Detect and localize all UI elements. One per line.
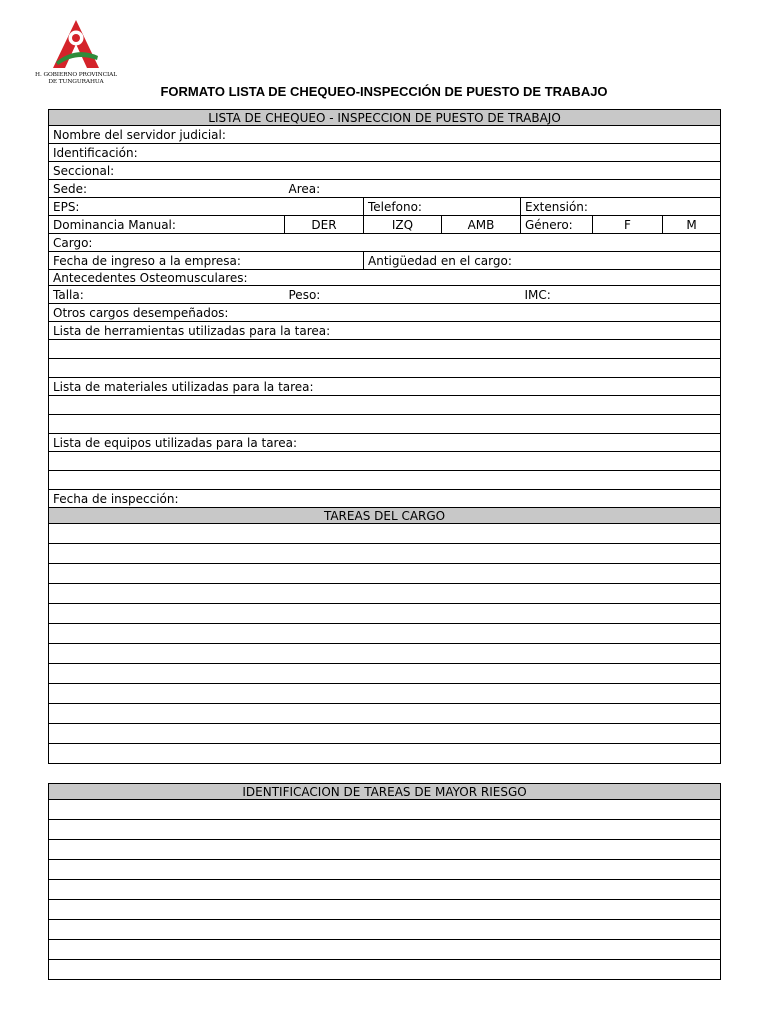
checklist-form bbox=[48, 109, 721, 980]
task-cell[interactable] bbox=[49, 544, 721, 564]
field-antiguedad[interactable]: Antigüedad en el cargo: bbox=[364, 252, 721, 270]
section-header-tareas bbox=[49, 508, 721, 524]
row-equipos bbox=[49, 434, 721, 452]
row-talla bbox=[49, 286, 721, 304]
row-cargo bbox=[49, 234, 721, 252]
risk-cell[interactable] bbox=[49, 820, 721, 840]
option-der[interactable]: DER bbox=[285, 216, 364, 234]
task-row bbox=[49, 604, 721, 624]
risk-row bbox=[49, 900, 721, 920]
task-cell[interactable] bbox=[49, 624, 721, 644]
logo-text-line2: DE TUNGURAHUA bbox=[48, 79, 104, 85]
row-materiales bbox=[49, 378, 721, 396]
task-row bbox=[49, 684, 721, 704]
risk-cell[interactable] bbox=[49, 860, 721, 880]
row-otros-cargos bbox=[49, 304, 721, 322]
task-cell[interactable] bbox=[49, 524, 721, 544]
field-talla[interactable]: Talla: bbox=[49, 286, 285, 304]
row-dominancia bbox=[49, 216, 721, 234]
risk-row bbox=[49, 800, 721, 820]
field-otros-cargos[interactable]: Otros cargos desempeñados: bbox=[49, 304, 721, 322]
row-antecedentes bbox=[49, 270, 721, 286]
row-nombre bbox=[49, 126, 721, 144]
field-identificacion[interactable]: Identificación: bbox=[49, 144, 721, 162]
task-cell[interactable] bbox=[49, 724, 721, 744]
row-sede-area bbox=[49, 180, 721, 198]
task-cell[interactable] bbox=[49, 664, 721, 684]
task-row bbox=[49, 564, 721, 584]
task-cell[interactable] bbox=[49, 744, 721, 764]
provincial-emblem-icon bbox=[50, 18, 102, 70]
risk-row bbox=[49, 920, 721, 940]
task-row bbox=[49, 624, 721, 644]
risk-row bbox=[49, 940, 721, 960]
option-amb[interactable]: AMB bbox=[442, 216, 521, 234]
field-herramientas[interactable]: Lista de herramientas utilizadas para la tarea: bbox=[49, 322, 721, 340]
field-fecha-inspeccion[interactable]: Fecha de inspección: bbox=[49, 490, 721, 508]
task-cell[interactable] bbox=[49, 604, 721, 624]
task-cell[interactable] bbox=[49, 644, 721, 664]
task-row bbox=[49, 644, 721, 664]
section-header-main bbox=[49, 110, 721, 126]
logo-text-line1: H. GOBIERNO PROVINCIAL bbox=[35, 72, 117, 78]
field-nombre[interactable]: Nombre del servidor judicial: bbox=[49, 126, 721, 144]
row-identificacion bbox=[49, 144, 721, 162]
field-materiales[interactable]: Lista de materiales utilizadas para la tarea: bbox=[49, 378, 721, 396]
row-fecha-inspeccion bbox=[49, 490, 721, 508]
blank-row bbox=[49, 471, 721, 490]
blank-row bbox=[49, 340, 721, 359]
task-row bbox=[49, 744, 721, 764]
option-m[interactable]: M bbox=[663, 216, 721, 234]
blank-cell[interactable] bbox=[49, 415, 721, 434]
row-seccional bbox=[49, 162, 721, 180]
blank-row bbox=[49, 415, 721, 434]
field-imc[interactable]: IMC: bbox=[521, 286, 721, 304]
task-row bbox=[49, 584, 721, 604]
blank-cell[interactable] bbox=[49, 471, 721, 490]
field-fecha-ingreso[interactable]: Fecha de ingreso a la empresa: bbox=[49, 252, 364, 270]
task-cell[interactable] bbox=[49, 684, 721, 704]
option-f[interactable]: F bbox=[593, 216, 663, 234]
field-sede[interactable]: Sede: bbox=[49, 180, 285, 198]
risk-cell[interactable] bbox=[49, 920, 721, 940]
risk-cell[interactable] bbox=[49, 880, 721, 900]
field-dominancia: Dominancia Manual: bbox=[49, 216, 285, 234]
field-area[interactable]: Area: bbox=[285, 180, 721, 198]
task-row bbox=[49, 704, 721, 724]
task-row bbox=[49, 524, 721, 544]
blank-cell[interactable] bbox=[49, 396, 721, 415]
row-herramientas bbox=[49, 322, 721, 340]
risk-cell[interactable] bbox=[49, 840, 721, 860]
risk-cell[interactable] bbox=[49, 900, 721, 920]
risk-row bbox=[49, 860, 721, 880]
section-title-main: LISTA DE CHEQUEO - INSPECCION DE PUESTO DE TRABAJO bbox=[49, 110, 721, 126]
task-row bbox=[49, 724, 721, 744]
task-cell[interactable] bbox=[49, 564, 721, 584]
option-izq[interactable]: IZQ bbox=[364, 216, 442, 234]
risk-cell[interactable] bbox=[49, 800, 721, 820]
blank-cell[interactable] bbox=[49, 340, 721, 359]
blank-row bbox=[49, 396, 721, 415]
task-row bbox=[49, 544, 721, 564]
document-title: FORMATO LISTA DE CHEQUEO-INSPECCIÓN DE PUESTO DE TRABAJO bbox=[160, 84, 608, 99]
row-fecha-ingreso bbox=[49, 252, 721, 270]
blank-cell[interactable] bbox=[49, 452, 721, 471]
task-cell[interactable] bbox=[49, 704, 721, 724]
field-extension[interactable]: Extensión: bbox=[521, 198, 721, 216]
field-cargo[interactable]: Cargo: bbox=[49, 234, 721, 252]
risk-cell[interactable] bbox=[49, 960, 721, 980]
risk-row bbox=[49, 820, 721, 840]
field-antecedentes[interactable]: Antecedentes Osteomusculares: bbox=[49, 270, 721, 286]
section-spacer bbox=[49, 764, 721, 784]
field-equipos[interactable]: Lista de equipos utilizadas para la tarea: bbox=[49, 434, 721, 452]
field-telefono[interactable]: Telefono: bbox=[364, 198, 521, 216]
risk-row bbox=[49, 880, 721, 900]
logo bbox=[34, 18, 118, 94]
task-cell[interactable] bbox=[49, 584, 721, 604]
field-seccional[interactable]: Seccional: bbox=[49, 162, 721, 180]
risk-cell[interactable] bbox=[49, 940, 721, 960]
risk-row bbox=[49, 840, 721, 860]
task-row bbox=[49, 664, 721, 684]
risk-row bbox=[49, 960, 721, 980]
row-eps bbox=[49, 198, 721, 216]
section-title-riesgo: IDENTIFICACION DE TAREAS DE MAYOR RIESGO bbox=[49, 784, 721, 800]
field-eps[interactable]: EPS: bbox=[49, 198, 364, 216]
blank-row bbox=[49, 359, 721, 378]
section-header-riesgo bbox=[49, 784, 721, 800]
blank-cell[interactable] bbox=[49, 359, 721, 378]
field-peso[interactable]: Peso: bbox=[285, 286, 521, 304]
spacer-cell bbox=[49, 764, 721, 784]
section-title-tareas: TAREAS DEL CARGO bbox=[49, 508, 721, 524]
field-genero: Género: bbox=[521, 216, 593, 234]
blank-row bbox=[49, 452, 721, 471]
